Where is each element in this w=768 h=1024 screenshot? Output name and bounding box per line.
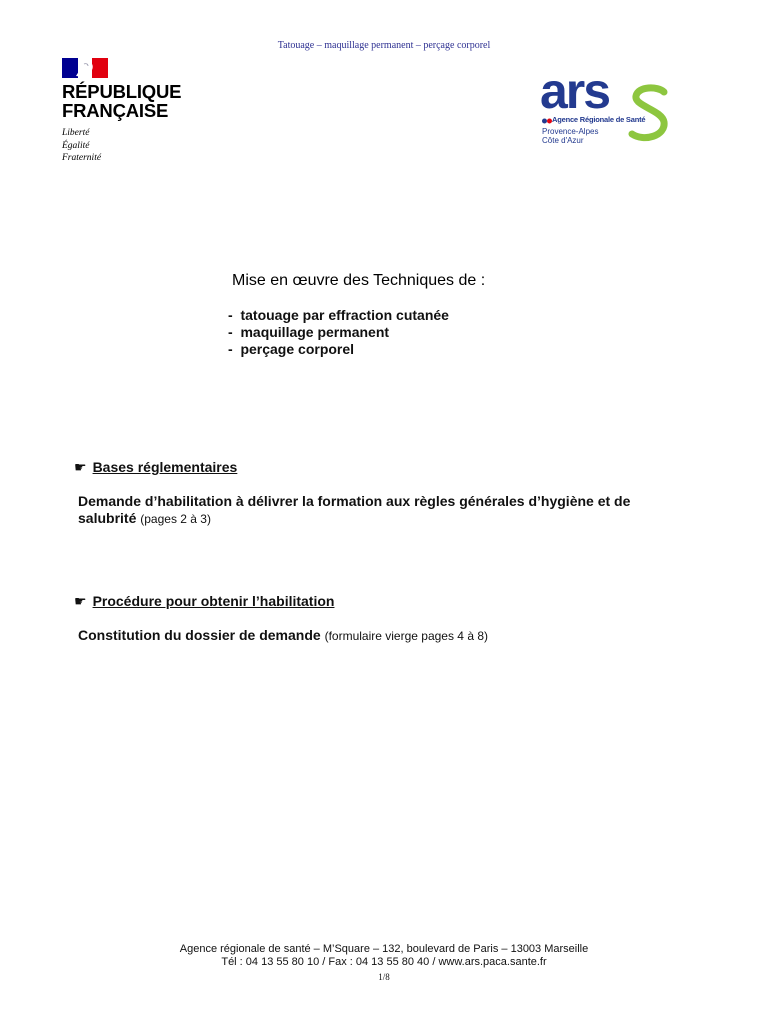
pointing-hand-icon: ☛ <box>74 459 87 475</box>
marianne-flag-icon <box>62 58 108 78</box>
procedure-page-note: (formulaire vierge pages 4 à 8) <box>324 629 488 643</box>
list-item: - perçage corporel <box>228 341 449 358</box>
techniques-list <box>228 307 449 358</box>
ars-dots-icon <box>542 118 552 124</box>
rf-title-line2: FRANÇAISE <box>62 100 169 121</box>
section-bases-text <box>78 493 718 528</box>
ars-region-line2: Côte d'Azur <box>542 135 584 145</box>
rf-motto <box>62 127 101 165</box>
pointing-hand-icon: ☛ <box>74 593 87 609</box>
page-number: 1/8 <box>378 972 390 982</box>
ars-region-line1: Provence-Alpes <box>542 127 599 136</box>
motto-fraternite: Fraternité <box>62 153 102 163</box>
section-procedure-heading <box>74 593 334 610</box>
section-bases-heading <box>74 459 237 476</box>
rf-title-line1: RÉPUBLIQUE <box>62 81 182 102</box>
footer-address: Agence régionale de santé – M’Square – 132, boulevard de Paris – 13003 Marseille <box>179 943 589 955</box>
ars-logo <box>534 63 694 160</box>
document-title: Mise en œuvre des Techniques de : <box>232 272 486 289</box>
ars-wordmark: ars <box>540 63 610 119</box>
footer-contact: Tél : 04 13 55 80 10 / Fax : 04 13 55 80 40 / www.ars.paca.sante.fr <box>221 956 547 968</box>
motto-liberte: Liberté <box>62 128 90 138</box>
ars-agency-name: Agence Régionale de Santé <box>552 115 646 124</box>
bases-text-line2: salubrité <box>78 510 137 526</box>
ars-region <box>542 128 598 145</box>
motto-egalite: Égalité <box>62 140 90 151</box>
section-heading-label: Bases réglementaires <box>92 459 238 475</box>
list-item: - maquillage permanent <box>228 324 449 341</box>
procedure-text: Constitution du dossier de demande <box>78 627 321 643</box>
bases-page-note: (pages 2 à 3) <box>140 512 211 526</box>
bases-text-line1: Demande d’habilitation à délivrer la formation aux règles générales d’hygiène et de <box>78 493 631 509</box>
list-item: - tatouage par effraction cutanée <box>228 307 449 324</box>
running-header: Tatouage – maquillage permanent – perçage corporel <box>277 40 491 51</box>
section-procedure-text <box>78 627 488 645</box>
section-heading-label: Procédure pour obtenir l’habilitation <box>92 593 335 609</box>
